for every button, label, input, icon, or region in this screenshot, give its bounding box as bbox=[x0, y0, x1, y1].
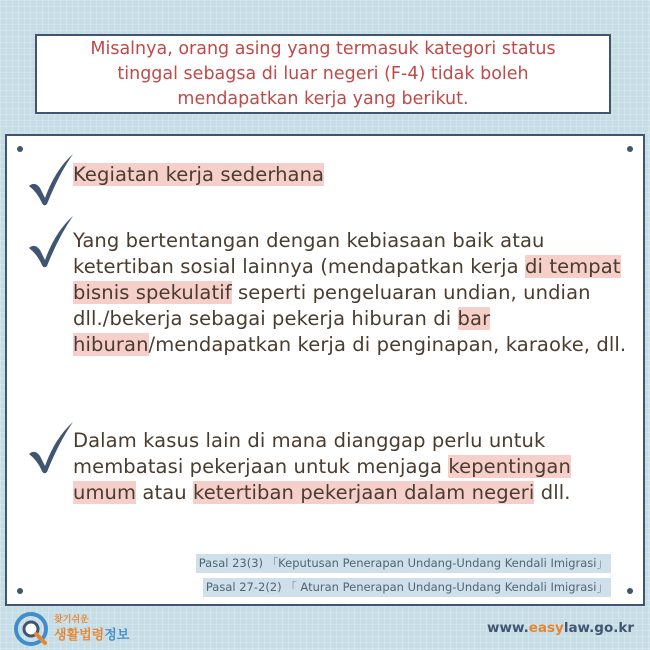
item-2-text-2: seperti pengeluaran undian, undian dll./bekerja sebagai pekerja hiburan di bbox=[73, 281, 591, 330]
logo-name-part-1: 생활법령 bbox=[54, 628, 105, 643]
corner-dot bbox=[627, 588, 633, 594]
checkmark-icon bbox=[25, 150, 75, 206]
list-item-1 bbox=[73, 162, 628, 188]
checkmark-icon bbox=[25, 418, 75, 474]
checkmark-icon bbox=[25, 212, 75, 268]
site-brand: easy bbox=[528, 620, 564, 636]
corner-dot bbox=[17, 588, 23, 594]
logo-name bbox=[54, 624, 129, 643]
item-1-text: Kegiatan kerja sederhana bbox=[73, 163, 325, 186]
item-3-highlight-1: kepentingan umum bbox=[73, 455, 571, 504]
site-rest: law.go.kr bbox=[563, 620, 634, 636]
item-2-highlight-1: di tempat bisnis spekulatif bbox=[73, 255, 621, 304]
title-box bbox=[35, 34, 611, 114]
list-item-3 bbox=[73, 428, 628, 506]
logo-name-part-2: 정보 bbox=[104, 628, 130, 643]
legal-references bbox=[196, 552, 611, 600]
item-3-text-1: Dalam kasus lain di mana dianggap perlu untuk membatasi pekerjaan untuk menjaga bbox=[73, 429, 546, 478]
item-3-text-2: atau bbox=[136, 481, 194, 504]
site-url-link[interactable] bbox=[487, 620, 634, 636]
item-3-highlight-2: ketertiban pekerjaan dalam negeri bbox=[193, 481, 535, 504]
brand-logo[interactable] bbox=[14, 612, 174, 646]
list-item-2 bbox=[73, 228, 628, 358]
item-2-text-1: Yang bertentangan dengan kebiasaan baik atau ketertiban sosial lainnya (mendapatkan kerja bbox=[73, 229, 545, 278]
reference-2: Pasal 27-2(2) 「 Aturan Penerapan Undang-Undang Kendali Imigrasi」 bbox=[203, 578, 611, 597]
logo-tagline: 찾기쉬운 bbox=[54, 615, 89, 625]
title-line-3: mendapatkan kerja yang berikut. bbox=[177, 88, 469, 109]
title-text bbox=[48, 37, 598, 112]
logo-icon bbox=[14, 612, 48, 646]
corner-dot bbox=[627, 146, 633, 152]
corner-dot bbox=[17, 146, 23, 152]
title-line-1: Misalnya, orang asing yang termasuk kategori status bbox=[90, 38, 556, 59]
title-line-2: tinggal sebagsa di luar negeri (F-4) tidak boleh bbox=[117, 63, 529, 84]
content-card bbox=[5, 134, 645, 606]
site-prefix: www. bbox=[487, 620, 529, 636]
reference-1: Pasal 23(3) 「Keputusan Penerapan Undang-Undang Kendali Imigrasi」 bbox=[196, 554, 611, 573]
item-2-highlight-2: bar hiburan bbox=[73, 307, 491, 356]
item-2-text-3: /mendapatkan kerja di penginapan, karaoke, dll. bbox=[148, 333, 627, 356]
item-3-text-3: dll. bbox=[534, 481, 571, 504]
